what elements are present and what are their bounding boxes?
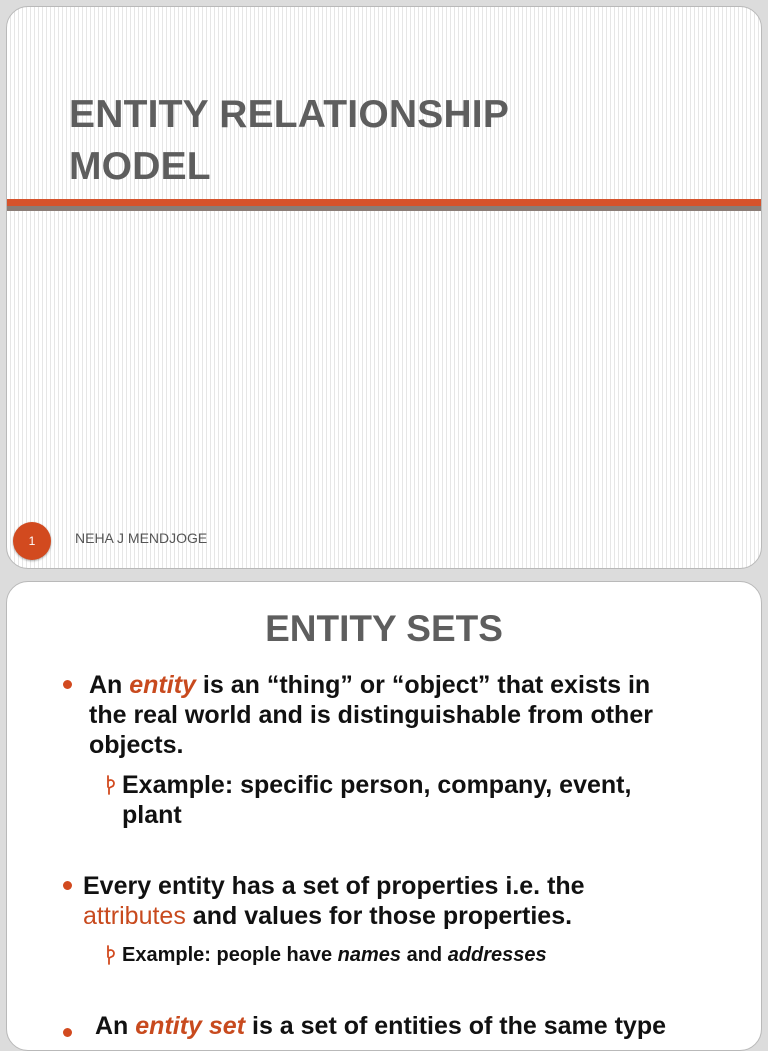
sub-bullet-2-prefix: Example: people have [122, 944, 333, 966]
title-rule-gray [7, 206, 761, 211]
slide-heading: ENTITY SETS [265, 608, 503, 649]
bullet-2-line-2 [83, 902, 572, 931]
title-rule-orange [7, 199, 761, 206]
bullet-dot-icon [63, 1028, 72, 1037]
bullet-dot-icon [63, 881, 72, 890]
bullet-1-prefix: An [89, 671, 123, 699]
sub-bullet-2 [122, 943, 547, 967]
term-entity-set: entity set [135, 1012, 246, 1040]
pointing-hand-icon [103, 945, 117, 965]
bullet-2-rest: and values for those properties. [192, 902, 573, 930]
pointing-hand-icon [103, 775, 117, 795]
bullet-2-line-1: Every entity has a set of properties i.e. the [83, 872, 585, 900]
page-number: 1 [28, 534, 36, 548]
bullet-1-rest: is an “thing” or “object” that exists in [202, 671, 651, 699]
bullet-3-prefix: An [95, 1012, 129, 1040]
sub-bullet-1-line-1: Example: specific person, company, event, [122, 771, 632, 799]
term-attributes: attributes [83, 902, 186, 930]
term-names: names [337, 944, 402, 966]
slide-title-line1: ENTITY RELATIONSHIP [69, 93, 510, 136]
footer-author: NEHA J MENDJOGE [75, 530, 208, 546]
bullet-1-line-3: objects. [89, 731, 184, 759]
bullet-3-line-1 [95, 1012, 666, 1041]
bullet-1-line-2: the real world and is distinguishable from other [89, 701, 653, 729]
term-addresses: addresses [447, 944, 547, 966]
bullet-1-line-1 [89, 671, 650, 700]
page-number-badge [13, 522, 51, 560]
title-slide [6, 6, 762, 569]
slide-title [69, 89, 509, 193]
sub-bullet-2-and: and [406, 944, 443, 966]
term-entity: entity [129, 671, 196, 699]
bullet-3-rest: is a set of entities of the same type [252, 1012, 667, 1040]
content-slide [6, 581, 762, 1051]
sub-bullet-1-line-2: plant [122, 801, 182, 829]
bullet-dot-icon [63, 680, 72, 689]
slide-title-line2: MODEL [69, 145, 211, 188]
